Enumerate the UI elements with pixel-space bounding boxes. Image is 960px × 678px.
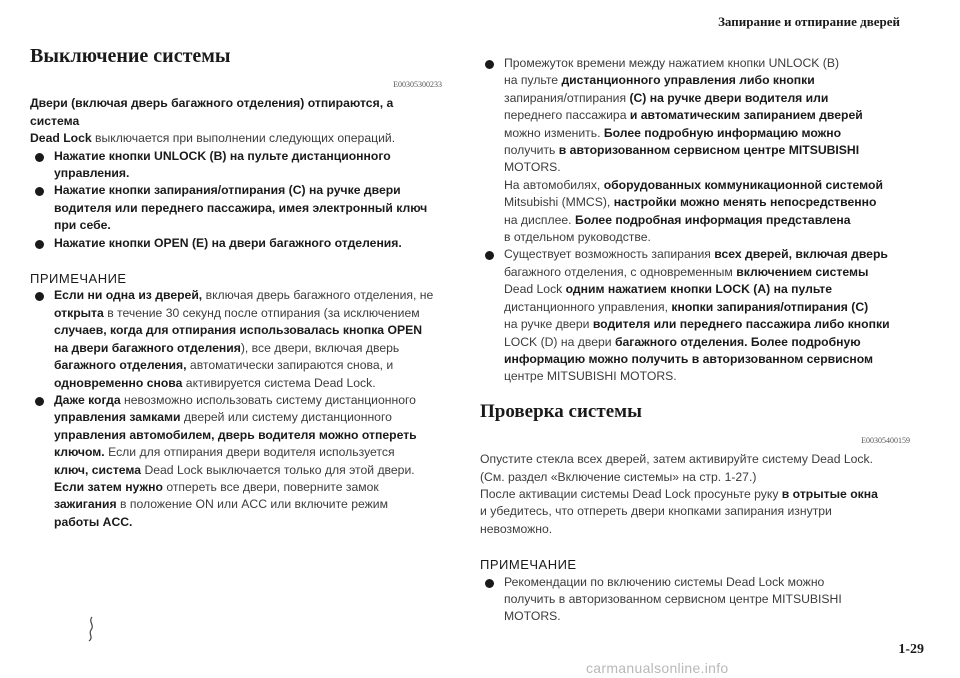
page-number: 1-29: [898, 642, 924, 657]
list-item: Нажатие кнопки OPEN (E) на двери багажного отделения.: [30, 235, 442, 252]
list-item: Нажатие кнопки запирания/отпирания (C) на ручке двери водителя или переднего пассажира, имея электронный ключ при себе.: [30, 182, 442, 234]
section-title-disable: Выключение системы: [30, 45, 231, 67]
section-title-check: Проверка системы: [480, 400, 642, 422]
note-item: Даже когда невозможно использовать систему дистанционного управления замками дверей или систему дистанционного управления автомобилем, дверь водителя можно отпереть ключом. Если для отпирания двери водителя используется ключ, система Dead Lock выключается только для этой двери. Если затем нужно отпереть все двери, поверните замок зажигания в положение ON или ACC или включите режим работы ACC.: [30, 392, 442, 531]
check-section: [480, 400, 910, 626]
list-item: Существует возможность запирания всех дверей, включая дверь багажного отделения, с одновременным включением системы Dead Lock одним нажатием кнопки LOCK (A) на пульте дистанционного управления, кнопки запирания/отпирания (C) на ручке двери водителя или переднего пассажира либо кнопки LOCK (D) на двери багажного отделения. Более подробную информацию можно получить в авторизованном сервисном центре MITSUBISHI MOTORS.: [480, 246, 910, 385]
note-item: Если ни одна из дверей, включая дверь багажного отделения, не открыта в течение 30 секунд после отпирания (за исключением случаев, когда для отпирания использовалась кнопка OPEN на двери багажного отделения), все двери, включая дверь багажного отделения, автоматически запираются снова, и одновременно снова активируется система Dead Lock.: [30, 287, 442, 391]
list-item: Нажатие кнопки UNLOCK (B) на пульте дистанционного управления.: [30, 148, 442, 183]
note-heading: ПРИМЕЧАНИЕ: [30, 271, 127, 287]
scan-mark-icon: [86, 616, 96, 642]
intro-paragraph: Двери (включая дверь багажного отделения) отпираются, а система Dead Lock выключается при выполнении следующих операций.: [30, 96, 396, 146]
right-column: [480, 55, 910, 626]
note-heading: ПРИМЕЧАНИЕ: [480, 557, 577, 573]
watermark: carmanualsonline.info: [586, 660, 729, 676]
left-column: [30, 44, 442, 531]
check-paragraph: Опустите стекла всех дверей, затем активируйте систему Dead Lock. (См. раздел «Включение системы» на стр. 1-27.) После активации системы Dead Lock просуньте руку в отрытые окна и убедитесь, что отпереть двери кнопками запирания изнутри невозможно.: [480, 452, 878, 536]
list-item: Промежуток времени между нажатием кнопки UNLOCK (B) на пульте дистанционного управления либо кнопки запирания/отпирания (C) на ручке двери водителя или переднего пассажира и автоматическим запиранием дверей можно изменить. Более подробную информацию можно получить в авторизованном сервисном центре MITSUBISHI MOTORS. На автомобилях, оборудованных коммуникационной системой Mitsubishi (MMCS), настройки можно менять непосредственно на дисплее. Более подробная информация представлена в отдельном руководстве.: [480, 55, 910, 246]
note-item: Рекомендации по включению системы Dead Lock можно получить в авторизованном сервисном центре MITSUBISHI MOTORS.: [480, 574, 910, 626]
running-head: Запирание и отпирание дверей: [718, 14, 900, 29]
section-code: E00305400159: [861, 435, 910, 445]
section-code: E00305300233: [393, 80, 442, 89]
